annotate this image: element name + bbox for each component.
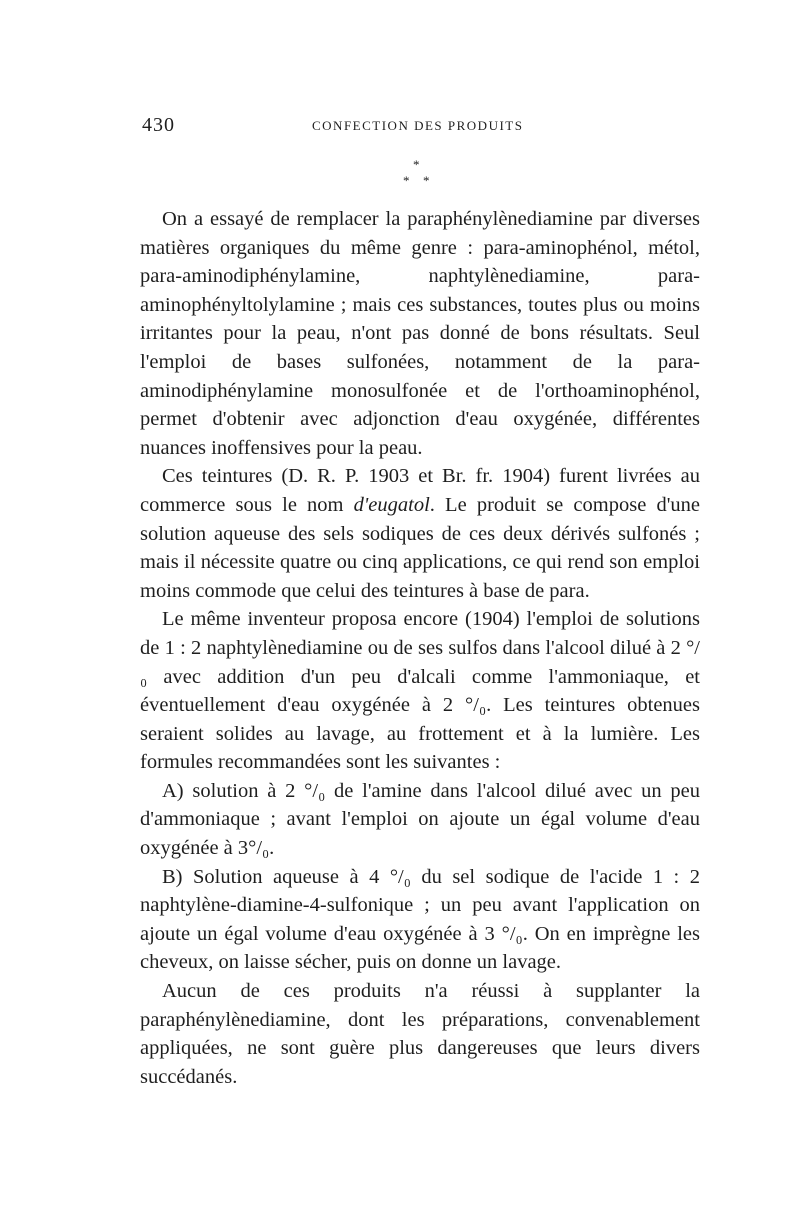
paragraph-1: On a essayé de remplacer la paraphénylènediamine par diverses matières organiques du même genre : para-aminophénol, métol, para-aminodiphénylamine, naphtylènediamine, para-aminophényltolylamine ; mais ces substances, toutes plus ou moins irritantes pour la peau, n'ont pas donné de bons résultats. Seul l'emploi de bases sulfonées, notamment de la para-aminodiphénylamine monosulfonée et de l'orthoaminophénol, permet d'obtenir avec adjonction d'eau oxygénée, différentes nuances inoffensives pour la peau. [140,208,700,459]
body-text [140,205,700,1091]
asterism-star-left: * [403,173,410,188]
paragraph-2-emphasis: d'eugatol [353,493,430,516]
asterism-section-break [400,156,440,196]
page-header [142,114,698,144]
running-head: CONFECTION DES PRODUITS [312,118,524,133]
paragraph-6: Aucun de ces produits n'a réussi à supplanter la paraphénylènediamine, dont les préparations, convenablement appliquées, ne sont guère plus dangereuses que leurs divers succédanés. [140,980,700,1088]
paragraph-2-text-after: . Le produit se compose d'une solution aqueuse des sels sodiques de ces deux dérivés sulfonés ; mais il nécessite quatre ou cinq applications, ce qui rend son emploi moins commode que celui des teintures à base de para. [140,493,700,602]
paragraph-2 [140,462,700,605]
asterism-star-top: * [413,157,420,172]
paragraph-2-text-before: Ces teintures (D. R. P. 1903 et Br. fr. 1904) furent livrées au commerce sous le nom [140,465,700,516]
page-number: 430 [142,114,175,136]
paragraph-3: Le même inventeur proposa encore (1904) l'emploi de solutions de 1 : 2 naphtylènediamine ou de ses sulfos dans l'alcool dilué à 2 °/₀ avec addition d'un peu d'alcali comme l'ammoniaque, et éventuellement d'eau oxygénée à 2 °/₀. Les teintures obtenues seraient solides au lavage, au frottement et à la lumière. Les formules recommandées sont les suivantes : [140,608,700,774]
paragraph-4-formula-a: A) solution à 2 °/₀ de l'amine dans l'alcool dilué avec un peu d'ammoniaque ; avant l'emploi on ajoute un égal volume d'eau oxygénée à 3°/₀. [140,779,700,860]
paragraph-5-formula-b: B) Solution aqueuse à 4 °/₀ du sel sodique de l'acide 1 : 2 naphtylène-diamine-4-sulfonique ; un peu avant l'application on ajoute un égal volume d'eau oxygénée à 3 °/₀. On en imprègne les cheveux, on laisse sécher, puis on donne un lavage. [140,865,700,974]
asterism-star-right: * [423,173,430,188]
